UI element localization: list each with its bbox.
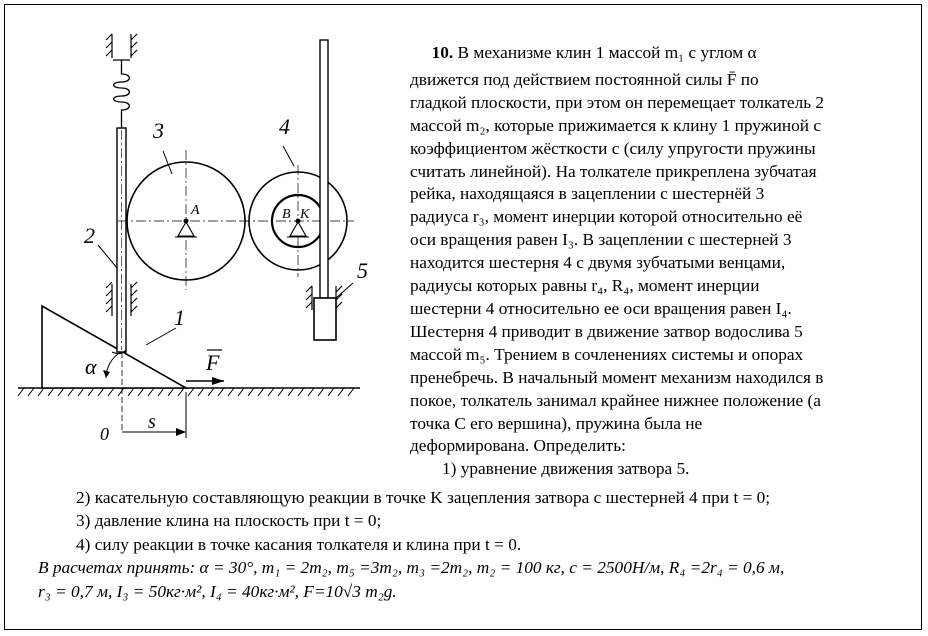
spring-top-support (106, 34, 137, 60)
label-body-5: 5 (357, 258, 368, 283)
task-3: 3) давление клина на плоскость при t = 0; (76, 511, 382, 531)
problem-line: покое, толкатель занимал крайнее нижнее положение (а (410, 390, 821, 410)
task-2: 2) касательную составляющую реакции в точке K зацепления затвора с шестерней 4 при t = 0; (76, 488, 771, 507)
problem-line: массой m₅. Трением в сочленениях системы и опорах (410, 344, 804, 364)
label-body-1: 1 (174, 305, 185, 330)
label-angle: α (85, 354, 97, 379)
problem-line: радиуса r₃, момент инерции которой относительно её (410, 207, 803, 227)
problem-line: радиусы которых равны r₄, R₄, момент инерции (410, 276, 760, 296)
wedge-body-1 (42, 306, 186, 388)
problem-line: шестерни 4 относительно ее оси вращения равен I₄. (410, 298, 792, 318)
given-line-2: r₃ = 0,7 м, I₃ = 50кг·м², I₄ = 40кг·м², F=10√3 m₂g. (38, 581, 397, 601)
task-1: 1) уравнение движения затвора 5. (442, 459, 690, 479)
label-force: F (206, 350, 220, 375)
label-origin: 0 (100, 424, 109, 444)
problem-line: рейка, находящаяся в зацеплении с шестернёй 3 (410, 184, 765, 204)
problem-line: точка С его вершина), пружина была не (410, 413, 703, 433)
label-point-K: K (300, 207, 310, 222)
problem-line: оси вращения равен I₃. В зацеплении с шестерней 3 (410, 230, 792, 250)
problem-line: находится шестерня 4 с двумя зубчатыми венцами, (410, 253, 786, 273)
spring (114, 60, 130, 128)
problem-line: пренебречь. В начальный момент механизм находился в (410, 367, 824, 387)
problem-line: считать линейной). На толкателе прикреплена зубчатая (410, 161, 817, 181)
problem-line: Шестерня 4 приводит в движение затвор водослива 5 (410, 321, 803, 341)
task-4: 4) силу реакции в точке касания толкателя и клина при t = 0. (76, 534, 522, 554)
given-line-1: В расчетах принять: α = 30°, m₁ = 2m₂, m₅ =3m₂, m₃ =2m₂, m₂ = 100 кг, c = 2500Н/м, R₄ =2r₄ = 0,6 м, (38, 558, 785, 578)
problem-line-1: 10. В механизме клин 1 массой m₁ с углом α (431, 43, 757, 62)
problem-line: гладкой плоскости, при этом он перемещает толкатель 2 (410, 92, 825, 112)
gate-rod-5 (320, 40, 328, 298)
label-point-A: A (191, 203, 200, 218)
problem-number: 10. (431, 43, 454, 62)
force-arrowhead (212, 377, 224, 385)
problem-line: коэффициентом жёсткости c (силу упругости пружины (410, 138, 816, 158)
label-body-3: 3 (153, 118, 164, 143)
problem-line: движется под действием постоянной силы F̄ по (410, 69, 759, 89)
problem-line: массой m₂, которые прижимается к клину 1 пружиной с (410, 115, 822, 135)
label-body-4: 4 (279, 114, 290, 139)
gate-block-5 (314, 298, 336, 340)
label-displacement: s (148, 411, 156, 433)
label-body-2: 2 (84, 223, 95, 248)
problem-line: деформирована. Определить: (410, 436, 626, 456)
problem-text (410, 42, 896, 481)
tasks-and-given (38, 486, 898, 603)
label-point-B: B (282, 207, 291, 222)
